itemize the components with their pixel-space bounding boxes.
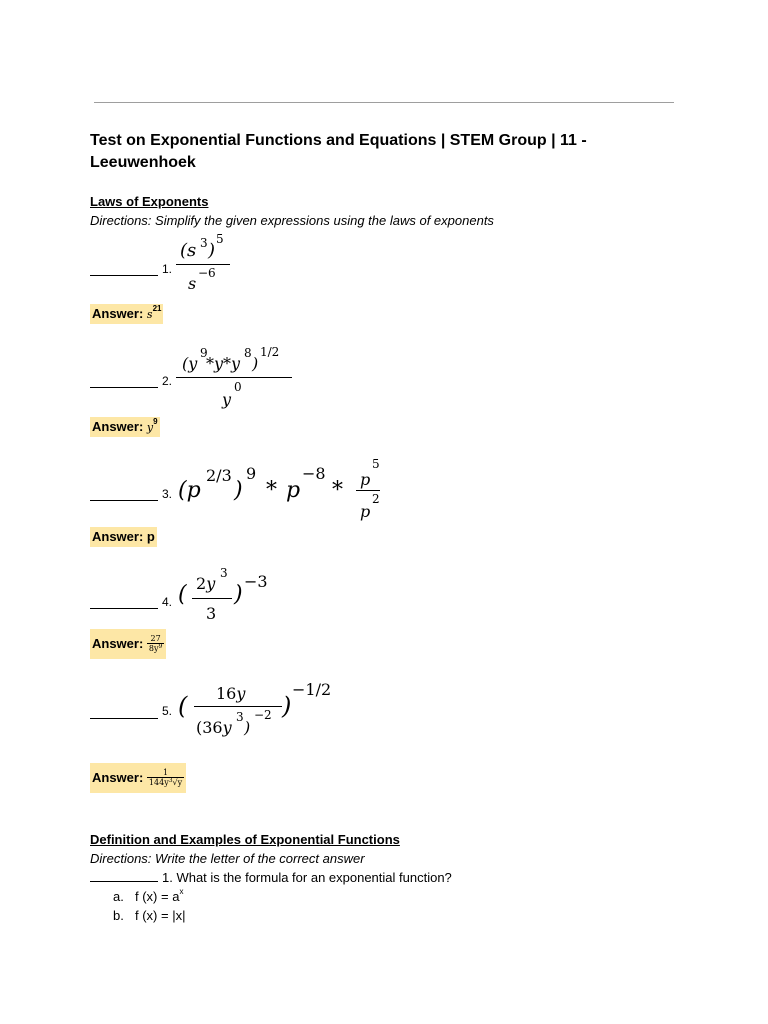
answer-blank[interactable] — [90, 881, 158, 882]
answer-blank[interactable] — [90, 608, 158, 609]
question-number: 2. — [162, 374, 173, 388]
page-title: Test on Exponential Functions and Equations | STEM Group | 11 - Leeuwenhoek — [90, 132, 587, 171]
answer-1: Answer: $s^{21}$ — [90, 304, 163, 324]
question-number: 4. — [162, 595, 173, 609]
answer-5: Answer: $\frac{1}{144y^3√y}$ — [90, 763, 186, 793]
top-divider — [94, 102, 674, 103]
section-directions-definition: Directions: Write the letter of the correct answer — [90, 851, 365, 866]
section-directions-laws: Directions: Simplify the given expressions using the laws of exponents — [90, 213, 494, 228]
answer-blank[interactable] — [90, 387, 158, 388]
option-b: b. f (x) = |x| — [113, 908, 186, 923]
answer-blank[interactable] — [90, 718, 158, 719]
mc-question-1: 1. What is the formula for an exponential function? — [90, 870, 452, 885]
answer-3: Answer: p — [90, 527, 157, 547]
question-number: 1. — [162, 262, 173, 276]
answer-2: Answer: $y^9$ — [90, 417, 160, 437]
answer-blank[interactable] — [90, 500, 158, 501]
question-number: 5. — [162, 704, 173, 718]
section-heading-laws: Laws of Exponents — [90, 194, 209, 209]
option-a: a. f $(x) = a^x$ — [113, 887, 184, 904]
answer-4: Answer: $\frac{27}{8y^9}$ — [90, 629, 166, 659]
section-heading-definition: Definition and Examples of Exponential Functions — [90, 832, 400, 847]
question-number: 3. — [162, 487, 173, 501]
answer-blank[interactable] — [90, 275, 158, 276]
